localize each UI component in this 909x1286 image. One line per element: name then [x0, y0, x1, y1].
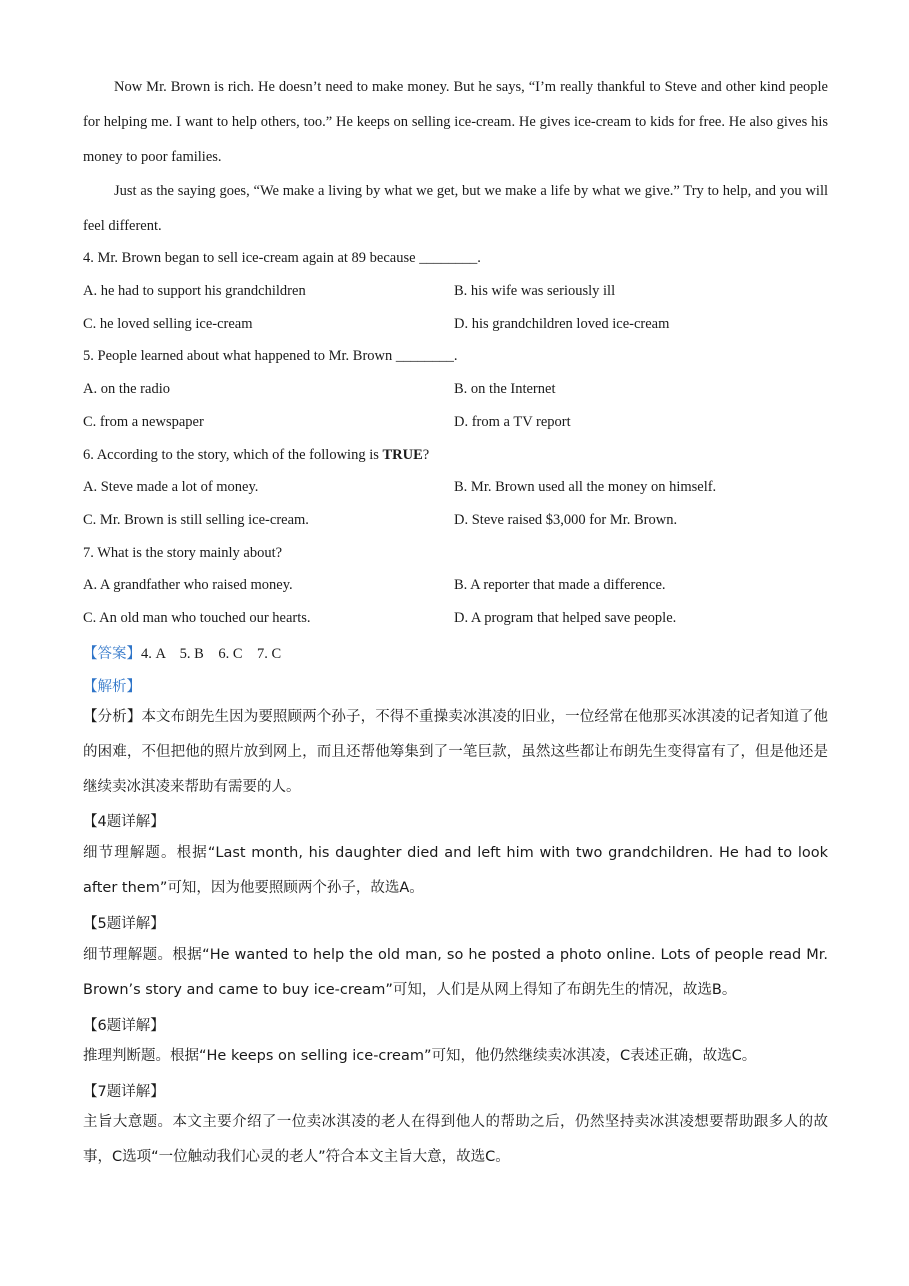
question-7-option-d: D. A program that helped save people.: [454, 610, 677, 626]
question-6-stem-end: ?: [422, 447, 430, 463]
detail-7-heading: 【7题详解】: [83, 1084, 165, 1100]
question-5-option-b: B. on the Internet: [454, 381, 556, 397]
question-6-stem-emphasis: TRUE: [382, 447, 423, 463]
detail-6-heading: 【6题详解】: [83, 1018, 165, 1034]
detail-4-heading: 【4题详解】: [83, 814, 165, 830]
question-4-option-d: D. his grandchildren loved ice-cream: [454, 316, 670, 332]
answer-text: 4. A 5. B 6. C 7. C: [141, 646, 282, 662]
question-7-option-b: B. A reporter that made a difference.: [454, 577, 666, 593]
question-5-stem: 5. People learned about what happened to Mr. Brown ________.: [83, 348, 458, 364]
question-7-option-c: C. An old man who touched our hearts.: [83, 610, 311, 626]
analysis-summary: 【分析】本文布朗先生因为要照顾两个孙子，不得不重操卖冰淇凌的旧业，一位经常在他那买冰淇凌的记者知道了他的困难，不但把他的照片放到网上，而且还帮他筹集到了一笔巨款，虽然这些都让布朗先生变得富有了，但是他还是继续卖冰淇凌来帮助有需要的人。: [83, 709, 828, 795]
passage-paragraph-2: Just as the saying goes, “We make a living by what we get, but we make a life by what we give.” Try to help, and you will feel different.: [83, 183, 828, 234]
question-6-option-c: C. Mr. Brown is still selling ice-cream.: [83, 512, 309, 528]
question-4-option-b: B. his wife was seriously ill: [454, 283, 616, 299]
question-5-option-d: D. from a TV report: [454, 414, 571, 430]
detail-5-text: 细节理解题。根据“He wanted to help the old man, so he posted a photo online. Lots of people read Mr. Brown’s story and came to buy ice-cream”可知，人们是从网上得知了布朗先生的情况，故选B。: [83, 947, 828, 998]
question-6-stem: [83, 447, 429, 464]
question-4-option-a: A. he had to support his grandchildren: [83, 283, 306, 299]
analysis-label: 【解析】: [83, 679, 141, 695]
answer-line: [83, 642, 281, 663]
detail-4-text: 细节理解题。根据“Last month, his daughter died and left him with two grandchildren. He had to look after them”可知，因为他要照顾两个孙子，故选A。: [83, 845, 828, 896]
question-6-option-a: A. Steve made a lot of money.: [83, 479, 259, 495]
answer-label: 【答案】: [83, 646, 141, 662]
question-6-stem-text: 6. According to the story, which of the following is: [83, 447, 383, 463]
question-5-option-a: A. on the radio: [83, 381, 170, 397]
question-6-option-b: B. Mr. Brown used all the money on himself.: [454, 479, 717, 495]
question-7-stem: 7. What is the story mainly about?: [83, 545, 283, 561]
question-4-stem: 4. Mr. Brown began to sell ice-cream again at 89 because ________.: [83, 250, 481, 266]
detail-7-text: 主旨大意题。本文主要介绍了一位卖冰淇凌的老人在得到他人的帮助之后，仍然坚持卖冰淇凌想要帮助跟多人的故事，C选项“一位触动我们心灵的老人”符合本文主旨大意，故选C。: [83, 1114, 828, 1165]
passage-paragraph-1: Now Mr. Brown is rich. He doesn’t need to make money. But he says, “I’m really thankful to Steve and other kind people for helping me. I want to help others, too.” He keeps on selling ice-cream. He gives ice-cream to kids for free. He also gives his money to poor families.: [83, 79, 828, 165]
detail-6-text: 推理判断题。根据“He keeps on selling ice-cream”可知，他仍然继续卖冰淇凌，C表述正确，故选C。: [83, 1048, 757, 1064]
question-5-option-c: C. from a newspaper: [83, 414, 204, 430]
question-4-option-c: C. he loved selling ice-cream: [83, 316, 253, 332]
detail-5-heading: 【5题详解】: [83, 916, 165, 932]
question-6-option-d: D. Steve raised $3,000 for Mr. Brown.: [454, 512, 678, 528]
question-7-option-a: A. A grandfather who raised money.: [83, 577, 293, 593]
